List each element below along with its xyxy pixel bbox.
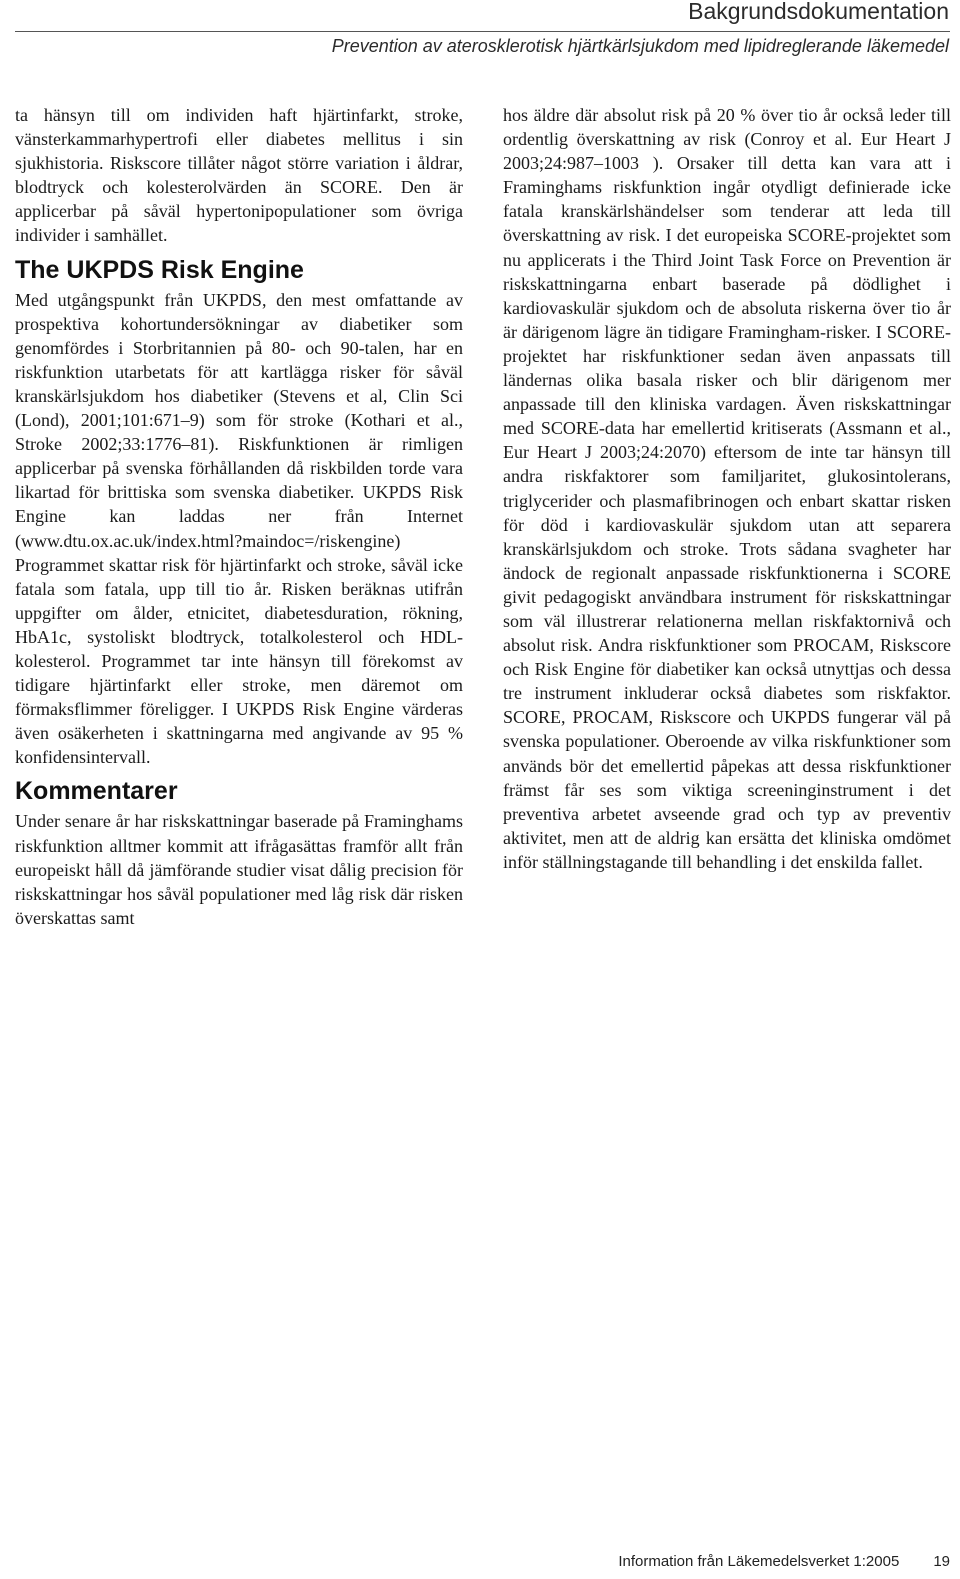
heading-kommentarer: Kommentarer xyxy=(15,777,178,806)
left-column xyxy=(15,103,463,930)
right-column xyxy=(503,103,951,874)
kommentarer-paragraph: Under senare år har riskskattningar baserade på Framinghams riskfunktion alltmer kommit att ifrågasättas framför allt från europeiskt håll då jämförande studier visat dålig precision för riskskattningar hos såväl populationer med låg risk där risken överskattas samt xyxy=(15,811,463,928)
intro-paragraph: ta hänsyn till om individen haft hjärtinfarkt, stroke, vänsterkammarhypertrofi eller diabetes mellitus i sin sjukhistoria. Riskscore tillåter något större variation i åldrar, blodtryck och kolesterolvärden än SCORE. Den är applicerbar på såväl hypertonipopulationer som övriga individer i samhället. xyxy=(15,105,463,246)
header-title: Bakgrundsdokumentation xyxy=(688,0,949,24)
page-footer xyxy=(618,1553,950,1570)
page-number: 19 xyxy=(933,1553,950,1570)
heading-ukpds-risk-engine: The UKPDS Risk Engine xyxy=(15,255,304,284)
right-column-paragraph: hos äldre där absolut risk på 20 % över tio år också leder till ordentlig överskattning av risk (Conroy et al. Eur Heart J 2003;24:987–1003 ). Orsaker till detta kan vara att i Framinghams riskfunktion ingår otydligt definierade icke fatala kranskärlshändelser som tenderar att leda till överskattning av risk. I det europeiska SCORE-projektet som nu applicerats i the Third Joint Task Force on Prevention är riskskattningarna enbart baserade på dödlighet i kardiovaskulär sjukdom och de absoluta riskerna över tio år är därigenom lägre än tidigare Framingham-risker. I SCORE-projektet har riskfunktioner sedan även anpassats till ländernas olika basala risker och blir därigenom mer anpassade till den kliniska vardagen. Även riskskattningar med SCORE-data har emellertid kritiserats (Assmann et al., Eur Heart J 2003;24:2070) eftersom de inte tar hänsyn till andra riskfaktorer som familjaritet, glukosintolerans, triglycerider och plasmafibrinogen och enbart skattar risken för död i kardiovaskulär sjukdom utan att separera kranskärlsjukdom och stroke. Trots sådana svagheter har ändock de regionalt anpassade riskfunktionerna i SCORE givit pedagogiskt användbara instrument för riskskattningar som väl illustrerar relationerna mellan riskfaktornivå och absolut risk. Andra riskfunktioner som PROCAM, Riskscore och Risk Engine för diabetiker kan också utnyttjas och dessa tre instrument inkluderar också diabetes som riskfaktor. SCORE, PROCAM, Riskscore och UKPDS fungerar väl på svenska populationer. Oberoende av vilka riskfunktioner som används bör det emellertid påpekas att dessa riskfunktioner främst får ses som viktiga screeninginstrument i det preventiva arbetet avseende grad och typ av preventiv aktivitet, men att de aldrig kan ersätta det kliniska omdömet inför ställningstagande till behandling i det enskilda fallet. xyxy=(503,105,951,872)
footer-source: Information från Läkemedelsverket 1:2005 xyxy=(618,1553,900,1570)
header-subtitle: Prevention av aterosklerotisk hjärtkärlsjukdom med lipidreglerande läkemedel xyxy=(331,36,949,56)
ukpds-paragraph: Med utgångspunkt från UKPDS, den mest omfattande av prospektiva kohortundersökningar av diabetiker som genomfördes i Storbritannien på 80- och 90-talen, har en riskfunktion utarbetats för att kartlägga risker för såväl kranskärlsjukdom hos diabetiker (Stevens et al, Clin Sci (Lond), 2001;101:671–9) som för stroke (Kothari et al., Stroke 2002;33:1776–81). Riskfunktionen är rimligen applicerbar på svenska förhållanden då riskbilden torde vara likartad för brittiska som svenska diabetiker. UKPDS Risk Engine kan laddas ner från Internet (www.dtu.ox.ac.uk/index.html?maindoc=/riskengine) Programmet skattar risk för hjärtinfarkt och stroke, såväl icke fatala som fatala, upp till tio år. Risken beräknas utifrån uppgifter om ålder, etnicitet, diabetesduration, rökning, HbA1c, systoliskt blodtryck, totalkolesterol och HDL-kolesterol. Programmet tar inte hänsyn till förekomst av tidigare hjärtinfarkt eller stroke, men däremot om förmaksflimmer föreligger. I UKPDS Risk Engine värderas även osäkerheten i skattningarna med angivande av 95 % konfidensintervall. xyxy=(15,289,463,768)
header-divider xyxy=(15,31,950,32)
